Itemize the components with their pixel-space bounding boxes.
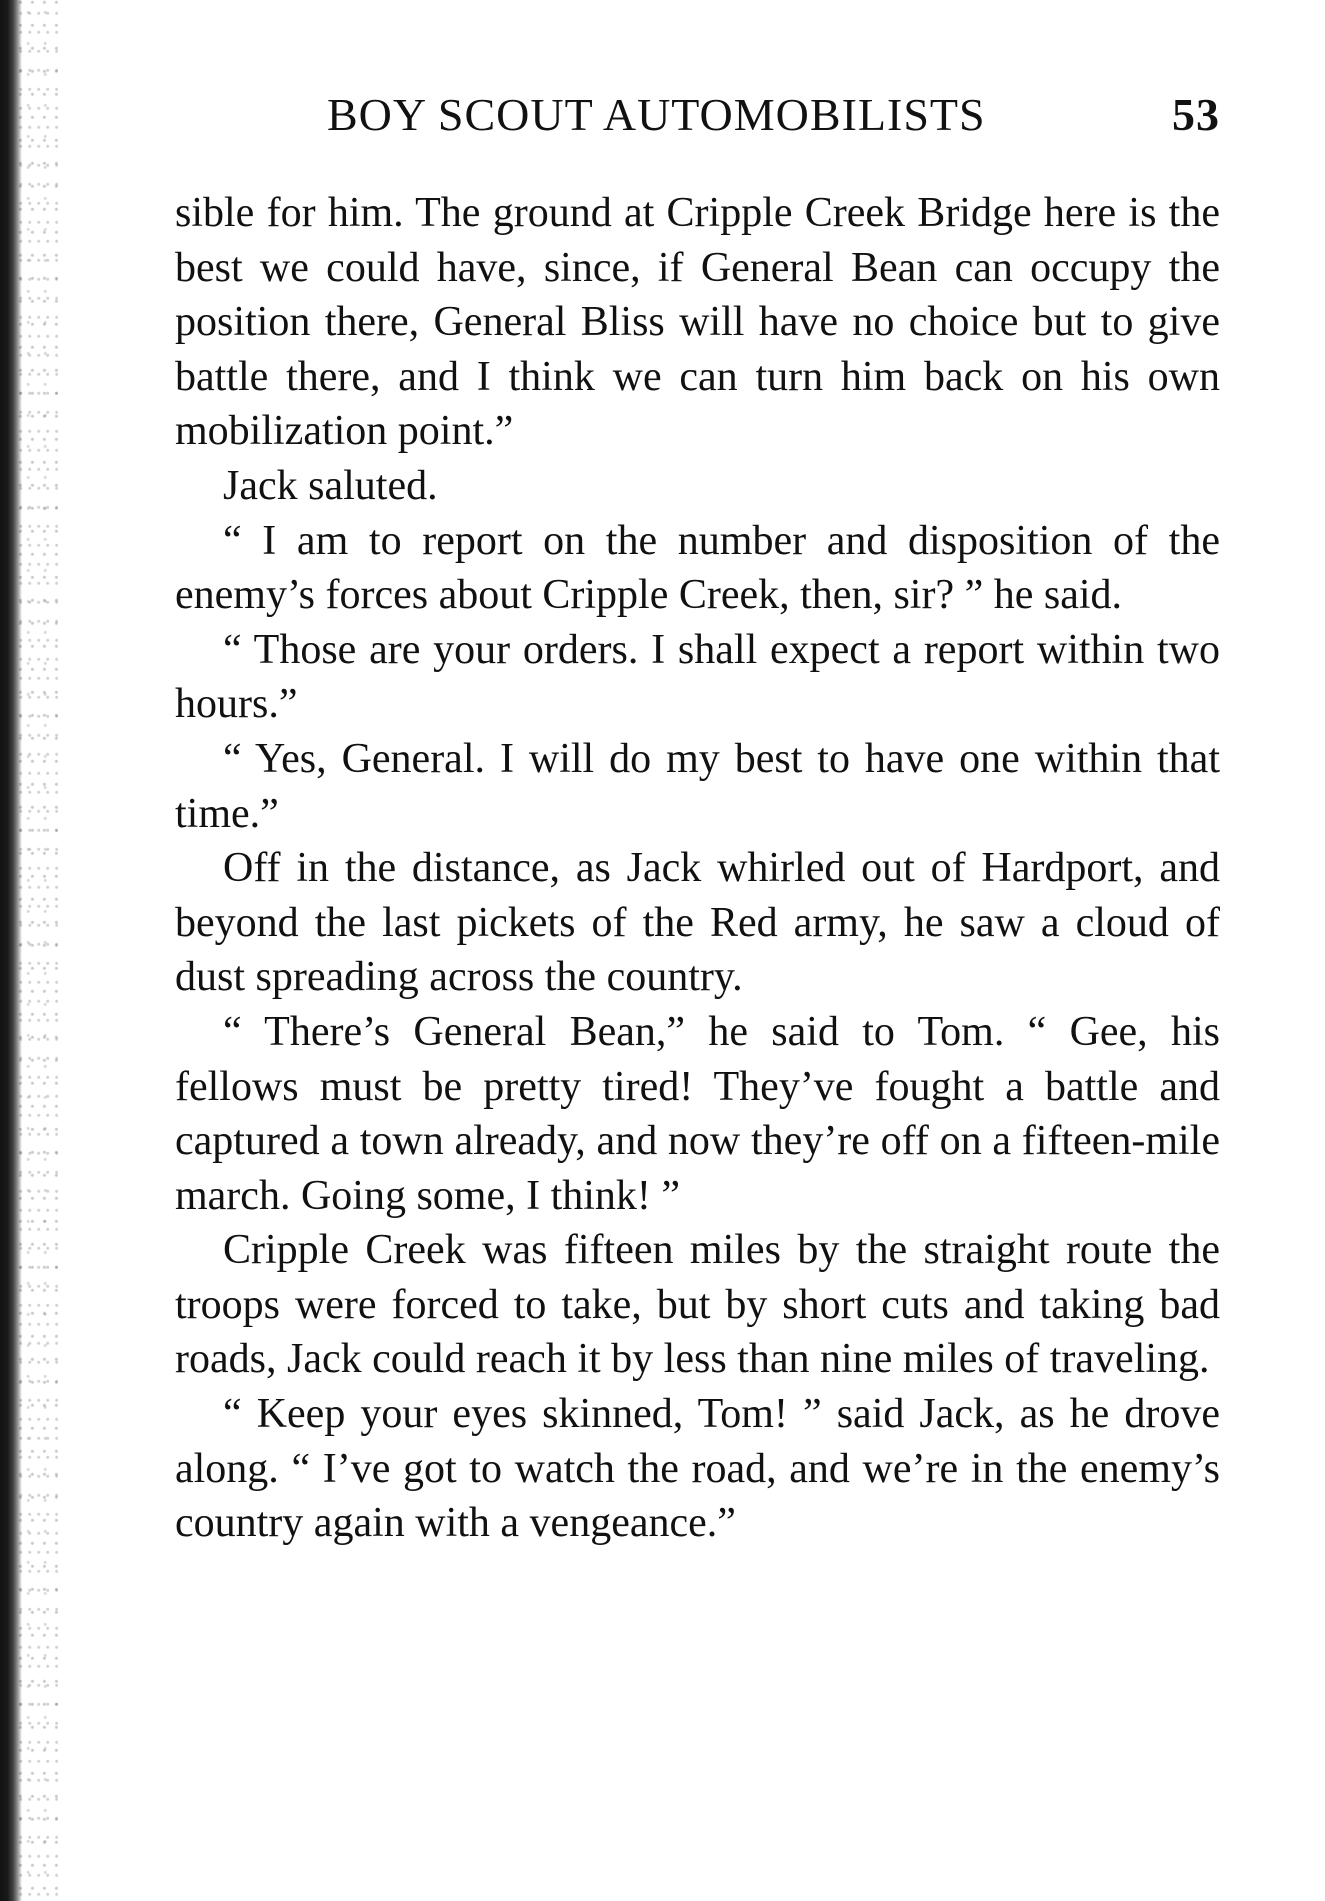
paragraph: Off in the distance, as Jack whirled out of Hardport, and beyond the last pickets of the Red army, he saw a cloud of dust spreading across the country. xyxy=(175,845,1220,1001)
paragraph: “ There’s General Bean,” he said to Tom. “ Gee, his fellows must be pretty tired! They’ve fought a battle and captured a town already, and now they’re off on a fifteen-mile march. Going some, I think! ” xyxy=(175,1008,1220,1219)
paragraph: “ Keep your eyes skinned, Tom! ” said Jack, as he drove along. “ I’ve got to watch the road, and we’re in the enemy’s country again with a vengeance.” xyxy=(175,1391,1220,1547)
paragraph: “ Yes, General. I will do my best to have one within that time.” xyxy=(175,735,1220,837)
page-number: 53 xyxy=(1172,89,1220,140)
paragraph: Cripple Creek was fifteen miles by the straight route the troops were forced to take, but by short cuts and taking bad roads, Jack could reach it by less than nine miles of traveling. xyxy=(175,1227,1220,1383)
paragraph: Jack saluted. xyxy=(223,462,438,509)
book-page xyxy=(175,88,1220,1551)
binding-shadow xyxy=(18,0,58,1901)
paragraph: “ Those are your orders. I shall expect a report within two hours.” xyxy=(175,626,1220,728)
text-body xyxy=(175,186,1220,1551)
paragraph-continued: sible for him. The ground at Cripple Creek Bridge here is the best we could have, since, if General Bean can occupy the position there, General Bliss will have no choice but to give battle there, and I think we can turn him back on his own mobilization point.” xyxy=(175,190,1220,455)
running-title: BOY SCOUT AUTOMOBILISTS xyxy=(327,89,986,140)
running-header xyxy=(175,88,1220,148)
paragraph: “ I am to report on the number and disposition of the enemy’s forces about Cripple Creek, then, sir? ” he said. xyxy=(175,517,1220,619)
